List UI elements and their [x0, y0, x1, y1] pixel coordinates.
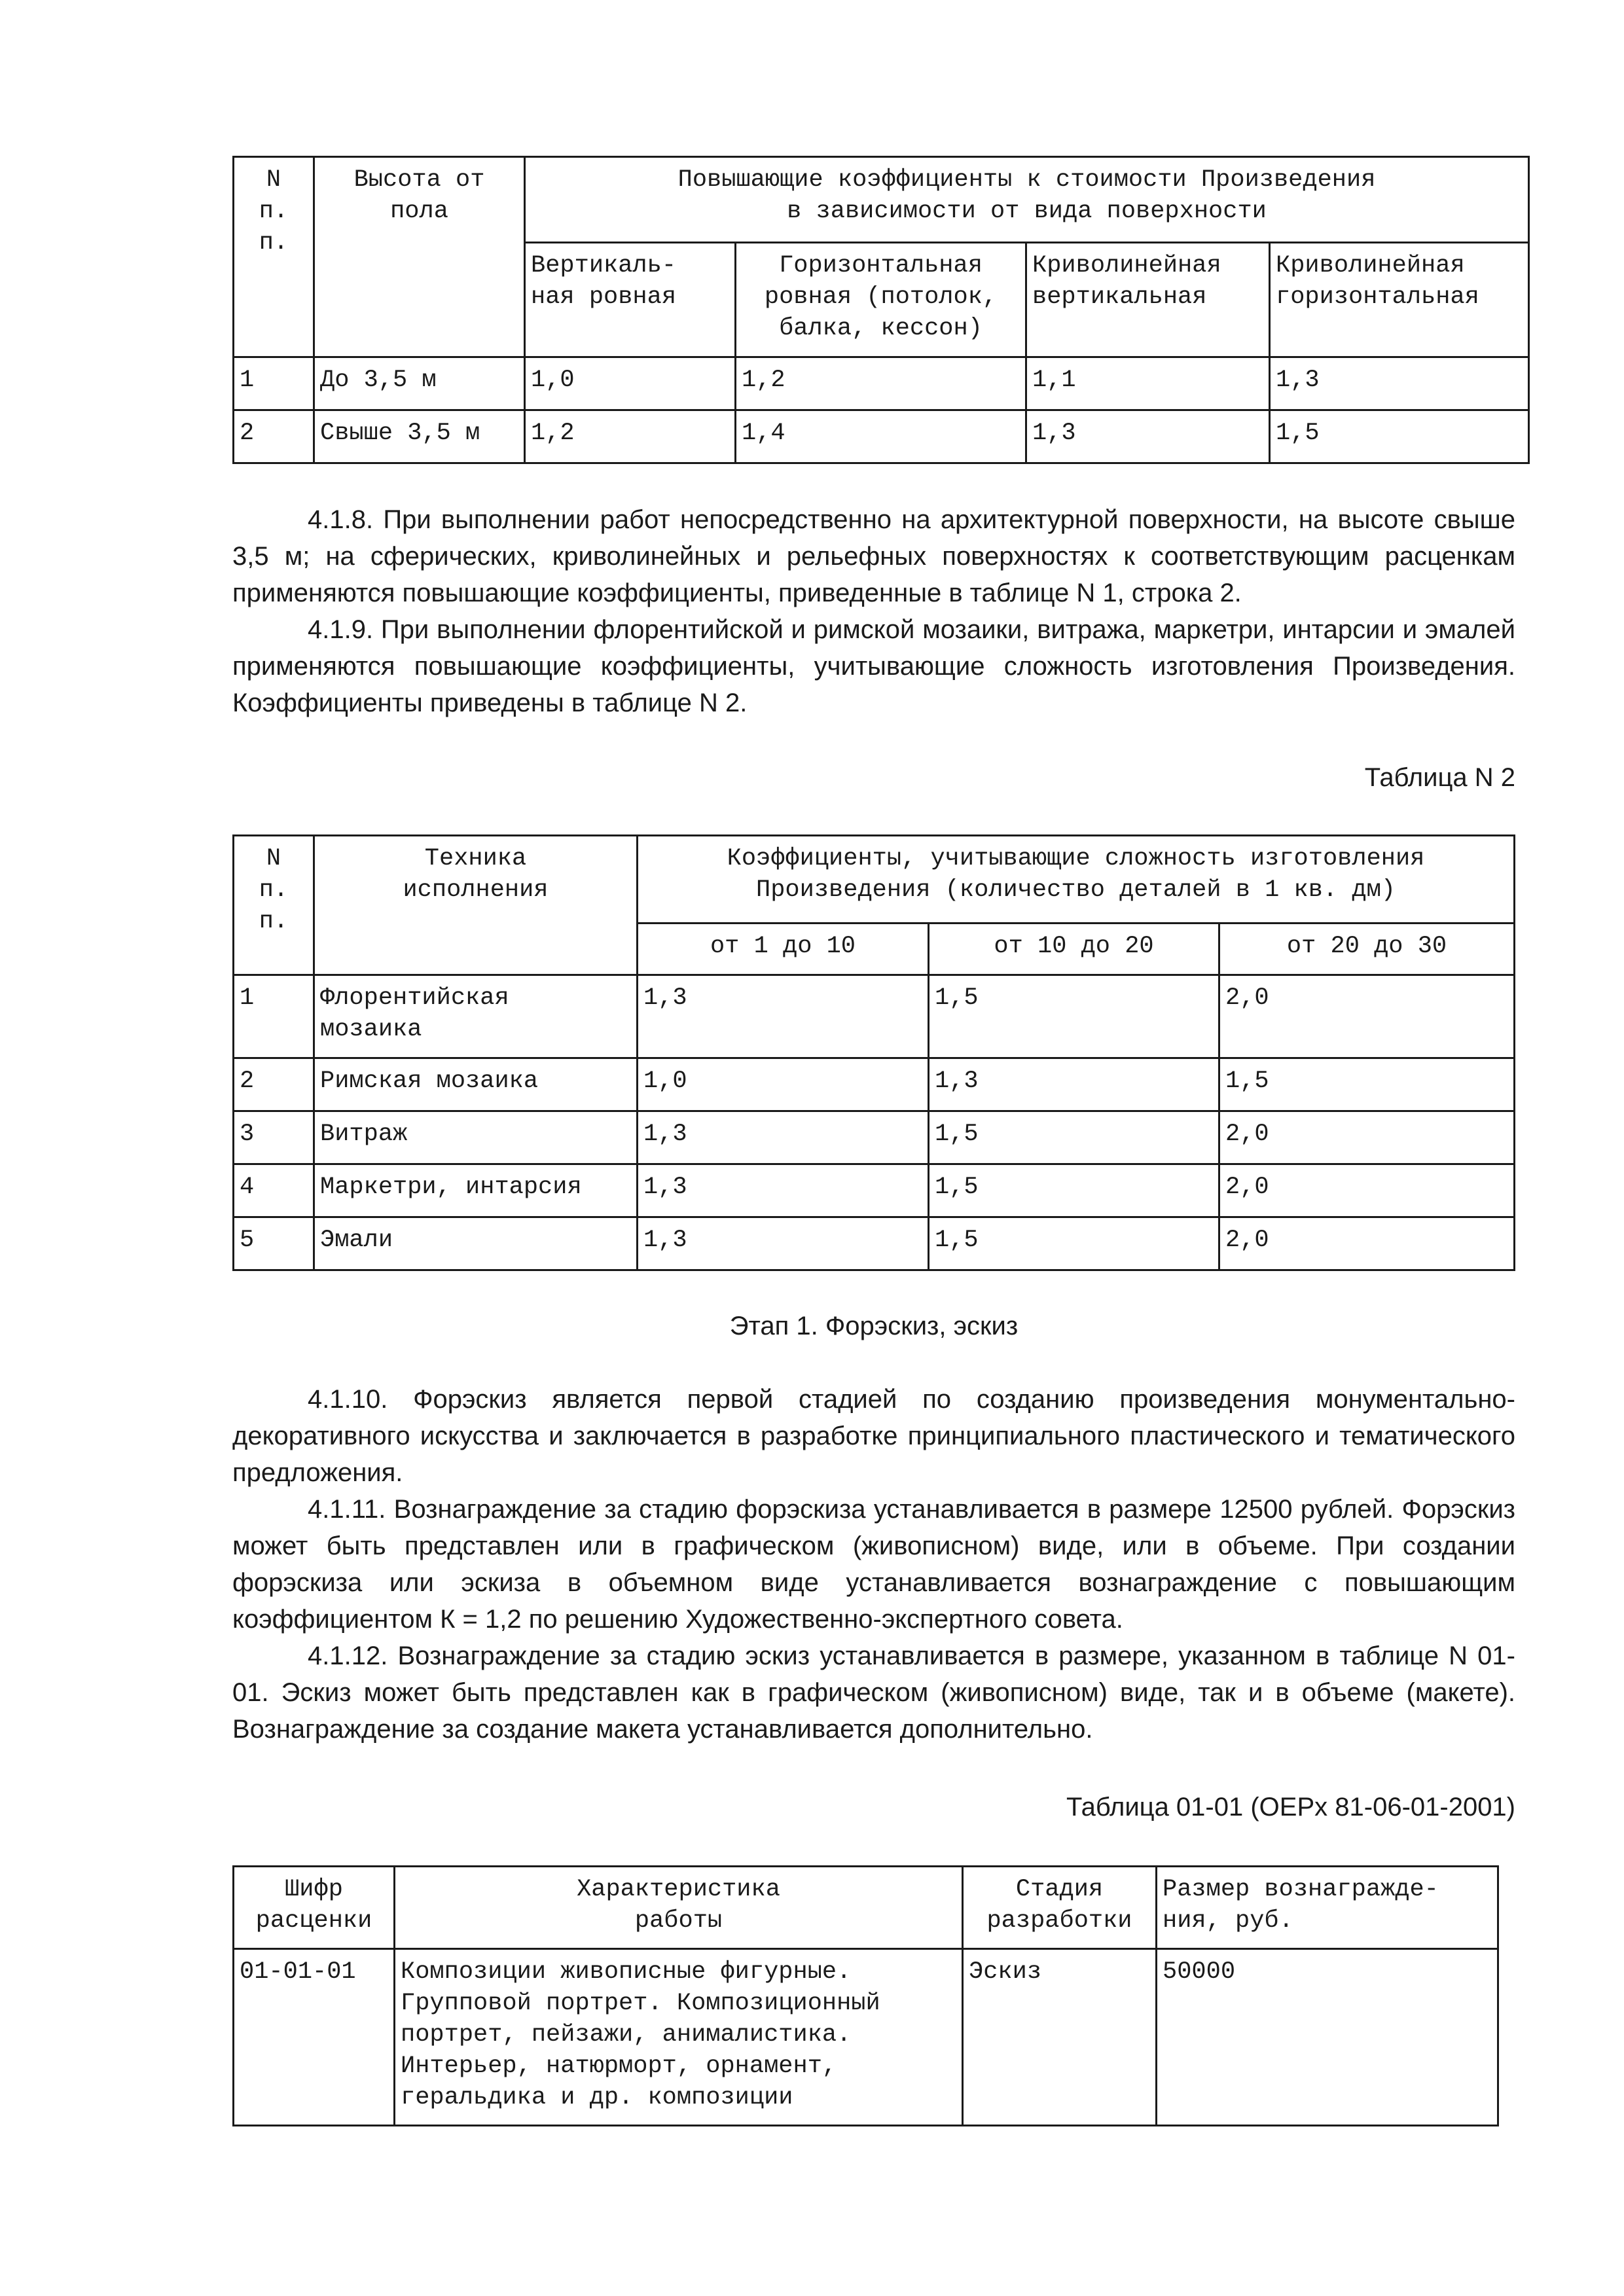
cell-code: 01-01-01 [234, 1949, 395, 2126]
col-header-range-1-10: от 1 до 10 [638, 924, 929, 975]
col-header-number: N п. п. [234, 836, 314, 975]
cell-value: 1,0 [638, 1058, 929, 1111]
table-row [234, 357, 1529, 410]
col-header-description: Характеристика работы [395, 1867, 963, 1949]
col-header-height: Высота от пола [314, 157, 525, 357]
cell-value: 1,5 [1270, 410, 1529, 463]
cell-value: 1,2 [525, 410, 736, 463]
cell-value: 1,5 [929, 975, 1219, 1058]
cell-value: 1,3 [929, 1058, 1219, 1111]
cell-number: 4 [234, 1164, 314, 1217]
paragraph-4-1-12: 4.1.12. Вознаграждение за стадию эскиз устанавливается в размере, указанном в таблице N 01-01. Эскиз может быть представлен как в графическом (живописном) виде, так и в объеме (макете). Вознаграждение за создание макета устанавливается дополнительно. [232, 1641, 1515, 1744]
cell-description: Композиции живописные фигурные. Групповой портрет. Композиционный портрет, пейзажи, анималистика. Интерьер, натюрморт, орнамент, геральдика и др. композиции [395, 1949, 963, 2126]
col-header-stage: Стадия разработки [963, 1867, 1157, 1949]
paragraph-4-1-11: 4.1.11. Вознаграждение за стадию форэскиза устанавливается в размере 12500 рублей. Форэскиз может быть представлен или в графическом (живописном) виде, или в объеме. При создании форэскиза или эскиза в объемном виде устанавливается вознаграждение с повышающим коэффициентом К = 1,2 по решению Художественно-экспертного совета. [232, 1495, 1515, 1634]
col-header-curved-horizontal: Криволинейная горизонтальная [1270, 243, 1529, 357]
table-row [234, 1949, 1498, 2126]
col-header-vertical-flat: Вертикаль- ная ровная [525, 243, 736, 357]
cell-number: 2 [234, 1058, 314, 1111]
cell-value: 1,4 [736, 410, 1026, 463]
cell-value: 2,0 [1219, 1111, 1515, 1164]
col-header-range-10-20: от 10 до 20 [929, 924, 1219, 975]
table2-caption: Таблица N 2 [1364, 763, 1515, 792]
cell-number: 3 [234, 1111, 314, 1164]
paragraph-4-1-8: 4.1.8. При выполнении работ непосредственно на архитектурной поверхности, на высоте свыше 3,5 м; на сферических, криволинейных и рельефных поверхностях к соответствующим расценкам применяются повышающие коэффициенты, приведенные в таблице N 1, строка 2. [232, 505, 1515, 607]
cell-value: 1,5 [929, 1217, 1219, 1270]
table-row [234, 410, 1529, 463]
col-header-code: Шифр расценки [234, 1867, 395, 1949]
cell-number: 5 [234, 1217, 314, 1270]
coefficients-height-table [232, 156, 1530, 464]
cell-value: 1,0 [525, 357, 736, 410]
cell-technique: Витраж [314, 1111, 638, 1164]
cell-value: 2,0 [1219, 975, 1515, 1058]
cell-value: 1,3 [638, 975, 929, 1058]
cell-height: Свыше 3,5 м [314, 410, 525, 463]
col-header-technique: Техника исполнения [314, 836, 638, 975]
cell-technique: Эмали [314, 1217, 638, 1270]
col-header-curved-vertical: Криволинейная вертикальная [1026, 243, 1270, 357]
cell-value: 1,5 [929, 1164, 1219, 1217]
cell-value: 1,5 [929, 1111, 1219, 1164]
cell-value: 1,3 [638, 1111, 929, 1164]
cell-stage: Эскиз [963, 1949, 1157, 2126]
table-row [234, 1111, 1515, 1164]
paragraphs-block-1 [232, 501, 1515, 721]
table-row [234, 975, 1515, 1058]
remuneration-table [232, 1865, 1499, 2126]
cell-amount: 50000 [1157, 1949, 1498, 2126]
cell-value: 1,1 [1026, 357, 1270, 410]
cell-value: 1,2 [736, 357, 1026, 410]
col-header-group: Коэффициенты, учитывающие сложность изготовления Произведения (количество деталей в 1 кв. дм) [638, 836, 1515, 924]
col-header-horizontal-flat: Горизонтальная ровная (потолок, балка, кессон) [736, 243, 1026, 357]
cell-technique: Флорентийская мозаика [314, 975, 638, 1058]
table-row [234, 1217, 1515, 1270]
cell-number: 1 [234, 975, 314, 1058]
col-header-group: Повышающие коэффициенты к стоимости Произведения в зависимости от вида поверхности [525, 157, 1529, 243]
cell-value: 1,3 [1026, 410, 1270, 463]
cell-value: 1,3 [638, 1217, 929, 1270]
col-header-amount: Размер вознагражде- ния, руб. [1157, 1867, 1498, 1949]
table-row [234, 1164, 1515, 1217]
cell-value: 1,3 [1270, 357, 1529, 410]
cell-value: 1,3 [638, 1164, 929, 1217]
cell-number: 2 [234, 410, 314, 463]
paragraphs-block-2 [232, 1381, 1515, 1748]
cell-value: 2,0 [1219, 1217, 1515, 1270]
stage-title: Этап 1. Форэскиз, эскиз [729, 1312, 1019, 1340]
table-row [234, 1058, 1515, 1111]
table3-caption: Таблица 01-01 (ОЕРх 81-06-01-2001) [1066, 1793, 1515, 1821]
cell-technique: Маркетри, интарсия [314, 1164, 638, 1217]
col-header-range-20-30: от 20 до 30 [1219, 924, 1515, 975]
cell-technique: Римская мозаика [314, 1058, 638, 1111]
cell-value: 1,5 [1219, 1058, 1515, 1111]
paragraph-4-1-10: 4.1.10. Форэскиз является первой стадией по созданию произведения монументально-декоративного искусства и заключается в разработке принципиального пластического и тематического предложения. [232, 1385, 1515, 1487]
cell-height: До 3,5 м [314, 357, 525, 410]
cell-value: 2,0 [1219, 1164, 1515, 1217]
cell-number: 1 [234, 357, 314, 410]
col-header-number: N п. п. [234, 157, 314, 357]
coefficients-technique-table [232, 834, 1515, 1271]
paragraph-4-1-9: 4.1.9. При выполнении флорентийской и римской мозаики, витража, маркетри, интарсии и эмалей применяются повышающие коэффициенты, учитывающие сложность изготовления Произведения. Коэффициенты приведены в таблице N 2. [232, 615, 1515, 717]
